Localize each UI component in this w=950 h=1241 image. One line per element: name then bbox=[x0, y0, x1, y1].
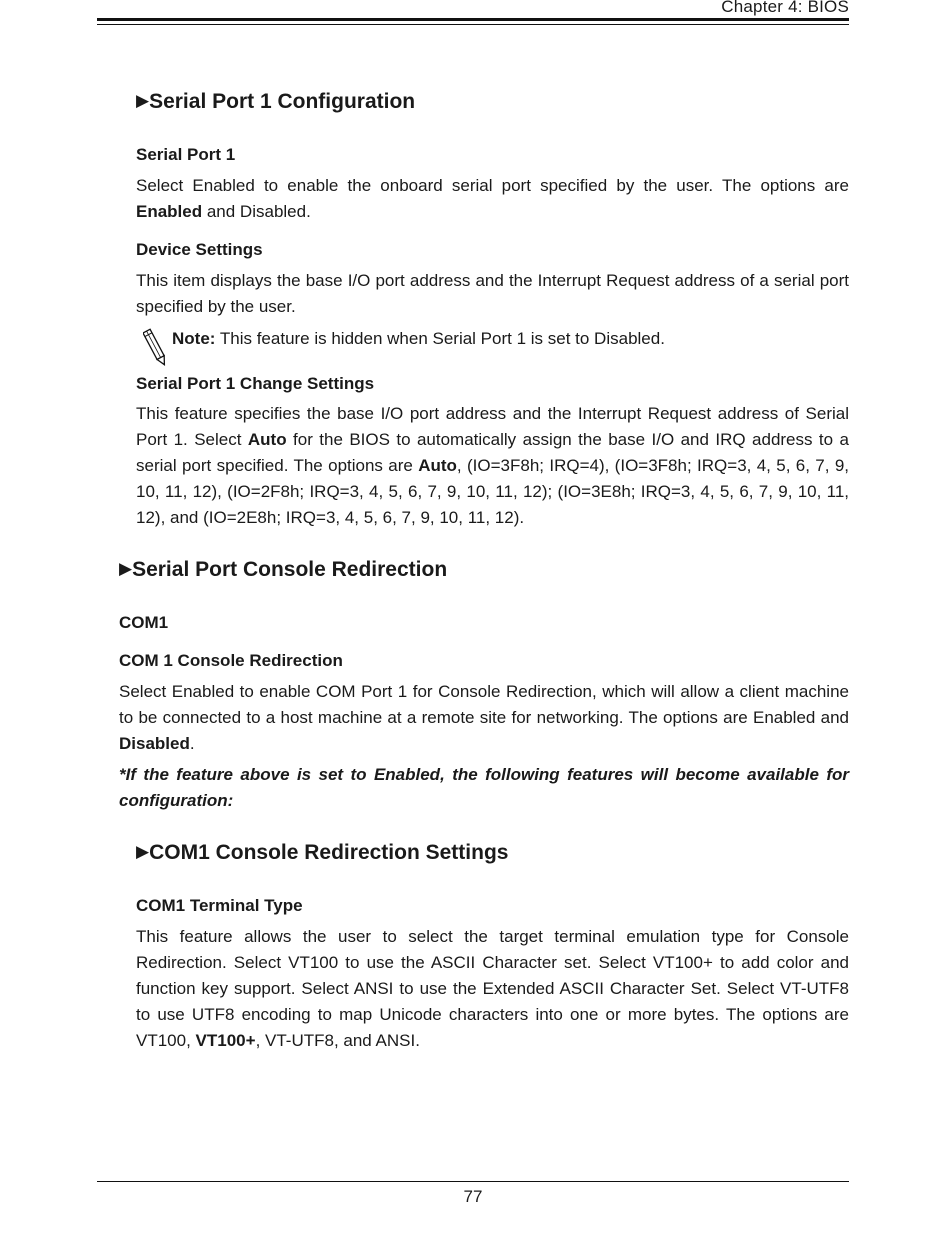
bold-option: Disabled bbox=[119, 734, 190, 753]
subheading-serial-port-1-change-settings: Serial Port 1 Change Settings bbox=[136, 374, 375, 393]
section-heading-serial-port-1-configuration bbox=[136, 90, 415, 114]
section-heading-serial-port-console-redirection bbox=[119, 558, 447, 582]
chapter-header: Chapter 4: BIOS bbox=[721, 0, 849, 16]
text: Select Enabled to enable the onboard serial port specified by the user. The options are bbox=[136, 176, 849, 195]
pencil-icon bbox=[143, 325, 167, 374]
page-number: 77 bbox=[463, 1187, 483, 1206]
header-rule-thick bbox=[97, 18, 849, 21]
paragraph-serial-port-1 bbox=[136, 173, 849, 225]
note-label: Note: bbox=[172, 329, 216, 348]
section-title: Serial Port 1 Configuration bbox=[149, 90, 416, 113]
section-title: COM1 Console Redirection Settings bbox=[149, 841, 509, 864]
text: This feature specifies the base I/O port address and the Interrupt Request address of Serial Port 1. Select bbox=[136, 404, 849, 449]
text: , (IO=3F8h; IRQ=4), (IO=3F8h; IRQ=3, 4, 5, 6, 7, 9, 10, 11, 12), (IO=2F8h; IRQ=3, 4, 5, 6, 7, 9, 10, 11, 12); (IO=3E8h; IRQ=3, 4, 5, 6, 7, 9, 10, 11, 12), and (IO=2E8h; IRQ=3, 4, 5, 6, 7, 9, 10, 11, 12). bbox=[136, 456, 849, 527]
subheading-com1-terminal-type: COM1 Terminal Type bbox=[136, 896, 303, 915]
subheading-serial-port-1: Serial Port 1 bbox=[136, 145, 236, 164]
paragraph-com1-terminal-type bbox=[136, 924, 849, 1054]
footer-rule bbox=[97, 1181, 849, 1182]
triangle-right-icon: ▶ bbox=[136, 842, 150, 861]
triangle-right-icon: ▶ bbox=[119, 559, 133, 578]
emphasis-note: *If the feature above is set to Enabled, the following features will become available for configuration: bbox=[119, 765, 849, 810]
bold-option: Auto bbox=[247, 430, 287, 449]
triangle-right-icon: ▶ bbox=[136, 91, 150, 110]
paragraph-device-settings: This item displays the base I/O port address and the Interrupt Request address of a serial port specified by the user. bbox=[136, 271, 849, 316]
subheading-com1: COM1 bbox=[119, 613, 169, 632]
text: This feature allows the user to select the target terminal emulation type for Console Redirection. Select VT100 to use the ASCII Character set. Select VT100+ to add color and function key support. Select ANSI to use the Extended ASCII Character Set. Select VT-UTF8 to use UTF8 encoding to map Unicode characters into one or more bytes. The options are VT100, bbox=[136, 927, 849, 1050]
subheading-com1-console-redirection: COM 1 Console Redirection bbox=[119, 651, 343, 670]
paragraph-com1-console-redirection bbox=[119, 679, 849, 757]
section-title: Serial Port Console Redirection bbox=[132, 558, 448, 581]
text: Select Enabled to enable COM Port 1 for Console Redirection, which will allow a client machine to be connected to a host machine at a remote site for networking. The options are Enabled and bbox=[119, 682, 849, 727]
text: and Disabled. bbox=[202, 202, 311, 221]
note bbox=[172, 326, 665, 352]
text: for the BIOS to automatically assign the base I/O and IRQ address to a serial port specified. The options are bbox=[136, 430, 849, 475]
bold-option: Auto bbox=[418, 456, 457, 475]
section-heading-com1-console-redirection-settings bbox=[136, 841, 508, 865]
text: , VT-UTF8, and ANSI. bbox=[255, 1031, 420, 1050]
header-rule-thin bbox=[97, 24, 849, 25]
note-text: This feature is hidden when Serial Port 1 is set to Disabled. bbox=[215, 329, 665, 348]
text: . bbox=[189, 734, 195, 753]
paragraph-change-settings bbox=[136, 401, 849, 531]
bold-option: Enabled bbox=[136, 202, 203, 221]
subheading-device-settings: Device Settings bbox=[136, 240, 263, 259]
bold-option: VT100+ bbox=[195, 1031, 256, 1050]
